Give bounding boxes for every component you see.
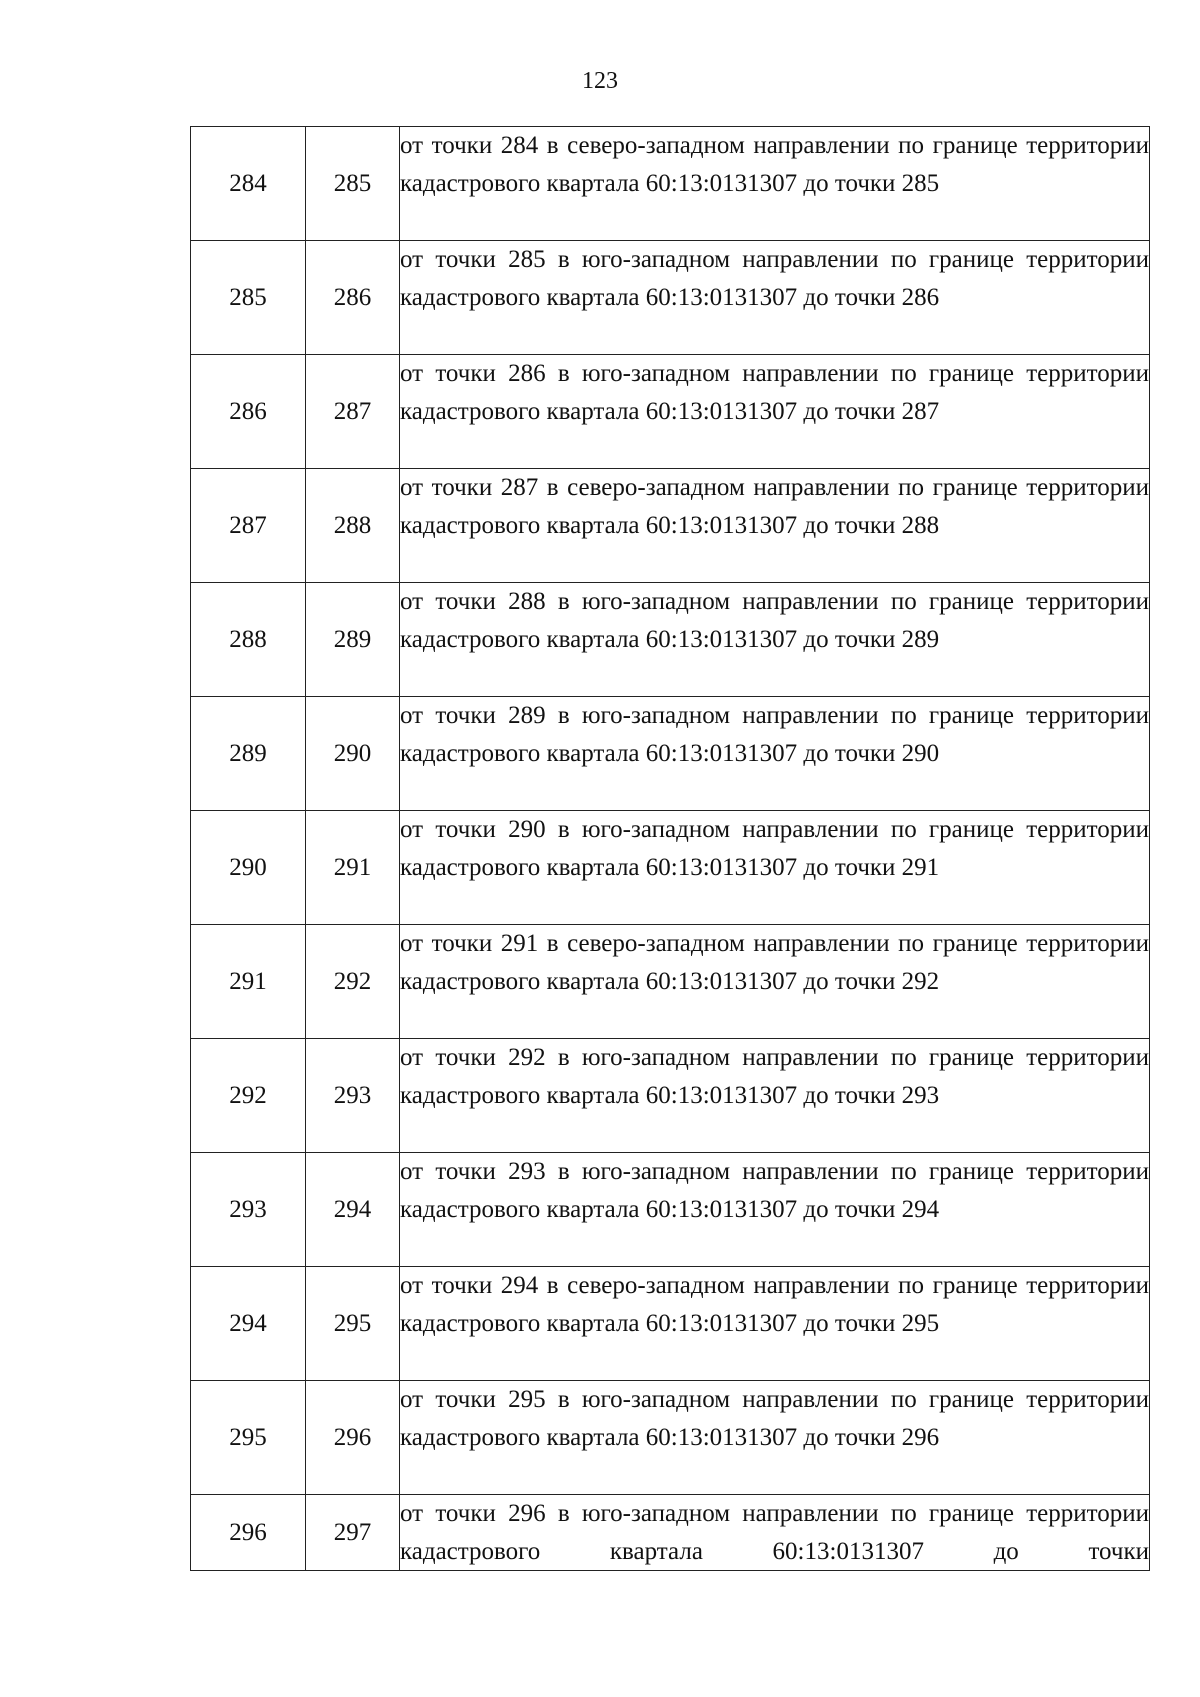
from-point-cell: 286 xyxy=(191,355,306,469)
description-cell: от точки 292 в юго-западном направлении по границе территории кадастрового квартала 60:13:0131307 до точки 293 xyxy=(400,1039,1150,1153)
table-row xyxy=(191,1381,1150,1495)
to-point-cell: 288 xyxy=(306,469,400,583)
description-cell: от точки 284 в северо-западном направлении по границе территории кадастрового квартала 60:13:0131307 до точки 285 xyxy=(400,127,1150,241)
description-cell: от точки 290 в юго-западном направлении по границе территории кадастрового квартала 60:13:0131307 до точки 291 xyxy=(400,811,1150,925)
to-point-cell: 290 xyxy=(306,697,400,811)
description-cell: от точки 286 в юго-западном направлении по границе территории кадастрового квартала 60:13:0131307 до точки 287 xyxy=(400,355,1150,469)
to-point-cell: 286 xyxy=(306,241,400,355)
to-point-cell: 296 xyxy=(306,1381,400,1495)
from-point-cell: 285 xyxy=(191,241,306,355)
from-point-cell: 290 xyxy=(191,811,306,925)
page-number: 123 xyxy=(582,68,618,94)
from-point-cell: 291 xyxy=(191,925,306,1039)
description-cell: от точки 291 в северо-западном направлении по границе территории кадастрового квартала 60:13:0131307 до точки 292 xyxy=(400,925,1150,1039)
table-row xyxy=(191,241,1150,355)
boundary-table xyxy=(190,126,1150,1571)
table-row xyxy=(191,1495,1150,1571)
from-point-cell: 293 xyxy=(191,1153,306,1267)
to-point-cell: 293 xyxy=(306,1039,400,1153)
table-row xyxy=(191,925,1150,1039)
table-row xyxy=(191,355,1150,469)
to-point-cell: 287 xyxy=(306,355,400,469)
from-point-cell: 292 xyxy=(191,1039,306,1153)
description-cell: от точки 296 в юго-западном направлении по границе территории кадастрового квартала 60:13:0131307 до точки xyxy=(400,1495,1150,1571)
from-point-cell: 295 xyxy=(191,1381,306,1495)
table-row xyxy=(191,127,1150,241)
table-row xyxy=(191,811,1150,925)
description-cell: от точки 294 в северо-западном направлении по границе территории кадастрового квартала 60:13:0131307 до точки 295 xyxy=(400,1267,1150,1381)
table-row xyxy=(191,469,1150,583)
description-cell: от точки 289 в юго-западном направлении по границе территории кадастрового квартала 60:13:0131307 до точки 290 xyxy=(400,697,1150,811)
to-point-cell: 291 xyxy=(306,811,400,925)
from-point-cell: 284 xyxy=(191,127,306,241)
to-point-cell: 292 xyxy=(306,925,400,1039)
to-point-cell: 295 xyxy=(306,1267,400,1381)
table-row xyxy=(191,1039,1150,1153)
from-point-cell: 294 xyxy=(191,1267,306,1381)
table-row xyxy=(191,1153,1150,1267)
description-cell: от точки 295 в юго-западном направлении по границе территории кадастрового квартала 60:13:0131307 до точки 296 xyxy=(400,1381,1150,1495)
description-cell: от точки 288 в юго-западном направлении по границе территории кадастрового квартала 60:13:0131307 до точки 289 xyxy=(400,583,1150,697)
description-cell: от точки 293 в юго-западном направлении по границе территории кадастрового квартала 60:13:0131307 до точки 294 xyxy=(400,1153,1150,1267)
table-row xyxy=(191,583,1150,697)
table-row xyxy=(191,697,1150,811)
from-point-cell: 287 xyxy=(191,469,306,583)
table-row xyxy=(191,1267,1150,1381)
from-point-cell: 289 xyxy=(191,697,306,811)
description-cell: от точки 285 в юго-западном направлении по границе территории кадастрового квартала 60:13:0131307 до точки 286 xyxy=(400,241,1150,355)
to-point-cell: 294 xyxy=(306,1153,400,1267)
to-point-cell: 289 xyxy=(306,583,400,697)
to-point-cell: 297 xyxy=(306,1495,400,1571)
from-point-cell: 288 xyxy=(191,583,306,697)
description-cell: от точки 287 в северо-западном направлении по границе территории кадастрового квартала 60:13:0131307 до точки 288 xyxy=(400,469,1150,583)
from-point-cell: 296 xyxy=(191,1495,306,1571)
to-point-cell: 285 xyxy=(306,127,400,241)
